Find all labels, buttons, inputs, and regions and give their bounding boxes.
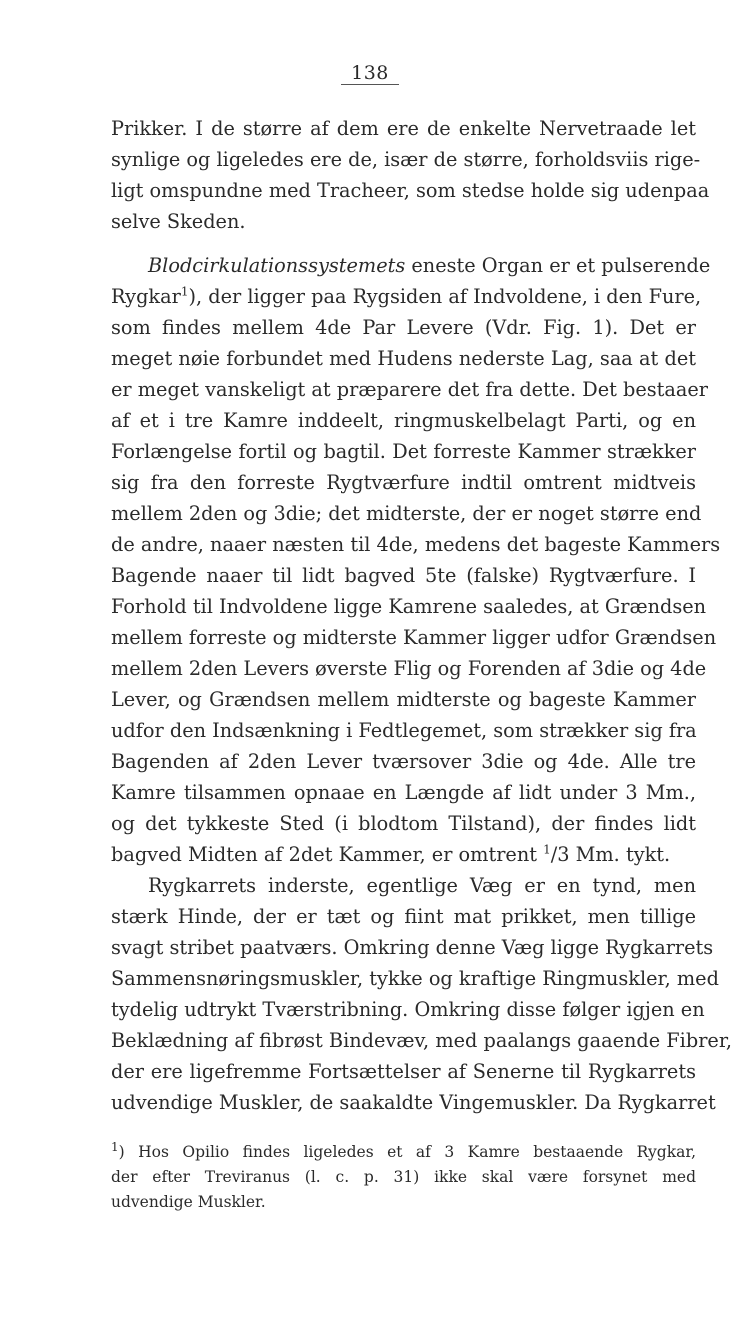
text-line <box>111 839 696 870</box>
text-line <box>148 250 711 281</box>
section-heading-italic: Blodcirkulationssystemets <box>148 254 406 277</box>
text-line: udfor den Indsænkning i Fedtlegemet, som strækker sig fra <box>111 719 697 742</box>
text-span: bagved Midten af 2det Kammer, er omtrent <box>111 843 544 866</box>
footnote-marker: 1 <box>111 1139 119 1154</box>
text-line: mellem 2den Levers øverste Flig og Forenden af 3die og 4de <box>111 657 707 680</box>
text-span: ) Hos Opilio findes ligeledes et af 3 Kamre bestaaende Rygkar, <box>118 1143 696 1161</box>
text-line: af et i tre Kamre inddeelt, ringmuskelbelagt Parti, og en <box>111 409 696 432</box>
fraction-denominator: /3 <box>550 843 570 866</box>
text-line: Lever, og Grændsen mellem midterste og bageste Kammer <box>111 688 696 711</box>
text-span: Rygkar <box>111 285 181 308</box>
text-line: Bagende naaer til lidt bagved 5te (falske) Rygtværfure. I <box>111 564 696 587</box>
text-line: udvendige Muskler, de saakaldte Vingemuskler. Da Rygkarret <box>111 1091 716 1114</box>
footnote-line: der efter Treviranus (l. c. p. 31) ikke skal være forsynet med <box>111 1168 696 1186</box>
fraction-numerator: 1 <box>543 842 551 857</box>
text-line: Kamre tilsammen opnaae en Længde af lidt under 3 Mm., <box>111 781 696 804</box>
text-line: Rygkarrets inderste, egentlige Væg er en tynd, men <box>148 874 696 897</box>
text-line: og det tykkeste Sted (i blodtom Tilstand), der findes lidt <box>111 812 696 835</box>
text-line: mellem 2den og 3die; det midterste, der er noget større end <box>111 502 702 525</box>
text-span: Mm. tykt. <box>569 843 671 866</box>
text-line: er meget vanskeligt at præparere det fra dette. Det bestaaer <box>111 378 708 401</box>
text-line: stærk Hinde, der er tæt og fiint mat prikket, men tillige <box>111 905 696 928</box>
text-line: Bagenden af 2den Lever tværsover 3die og 4de. Alle tre <box>111 750 696 773</box>
text-line: Beklædning af fibrøst Bindevæv, med paalangs gaaende Fibrer, <box>111 1029 733 1052</box>
text-line: tydelig udtrykt Tværstribning. Omkring disse følger igjen en <box>111 998 705 1021</box>
footnote-marker: 1 <box>180 284 189 299</box>
text-line <box>111 281 702 312</box>
footnote-line <box>111 1140 696 1165</box>
text-line: synlige og ligeledes ere de, især de større, forholdsviis rige- <box>111 148 701 171</box>
text-line: som findes mellem 4de Par Levere (Vdr. Fig. 1). Det er <box>111 316 696 339</box>
text-line: mellem forreste og midterste Kammer ligger udfor Grændsen <box>111 626 717 649</box>
text-line: meget nøie forbundet med Hudens nederste Lag, saa at det <box>111 347 696 370</box>
text-line: Prikker. I de større af dem ere de enkelte Nervetraade let <box>111 117 696 140</box>
text-line: svagt stribet paatværs. Omkring denne Væg ligge Rygkarrets <box>111 936 714 959</box>
page-number: 138 <box>0 62 740 85</box>
text-line: der ere ligefremme Fortsættelser af Senerne til Rygkarrets <box>111 1060 696 1083</box>
text-line: de andre, naaer næsten til 4de, medens det bageste Kammers <box>111 533 721 556</box>
text-line: Forlængelse fortil og bagtil. Det forreste Kammer strækker <box>111 440 696 463</box>
text-line: sig fra den forreste Rygtværfure indtil omtrent midtveis <box>111 471 696 494</box>
text-span: ), der ligger paa Rygsiden af Indvoldene, i den Fure, <box>188 285 702 308</box>
text-span: eneste Organ er et pulserende <box>405 254 711 277</box>
text-line: Sammensnøringsmuskler, tykke og kraftige Ringmuskler, med <box>111 967 719 990</box>
text-line: ligt omspundne med Tracheer, som stedse holde sig udenpaa <box>111 179 710 202</box>
text-line: selve Skeden. <box>111 210 246 233</box>
footnote-line: udvendige Muskler. <box>111 1193 266 1211</box>
text-line: Forhold til Indvoldene ligge Kamrene saaledes, at Grændsen <box>111 595 707 618</box>
